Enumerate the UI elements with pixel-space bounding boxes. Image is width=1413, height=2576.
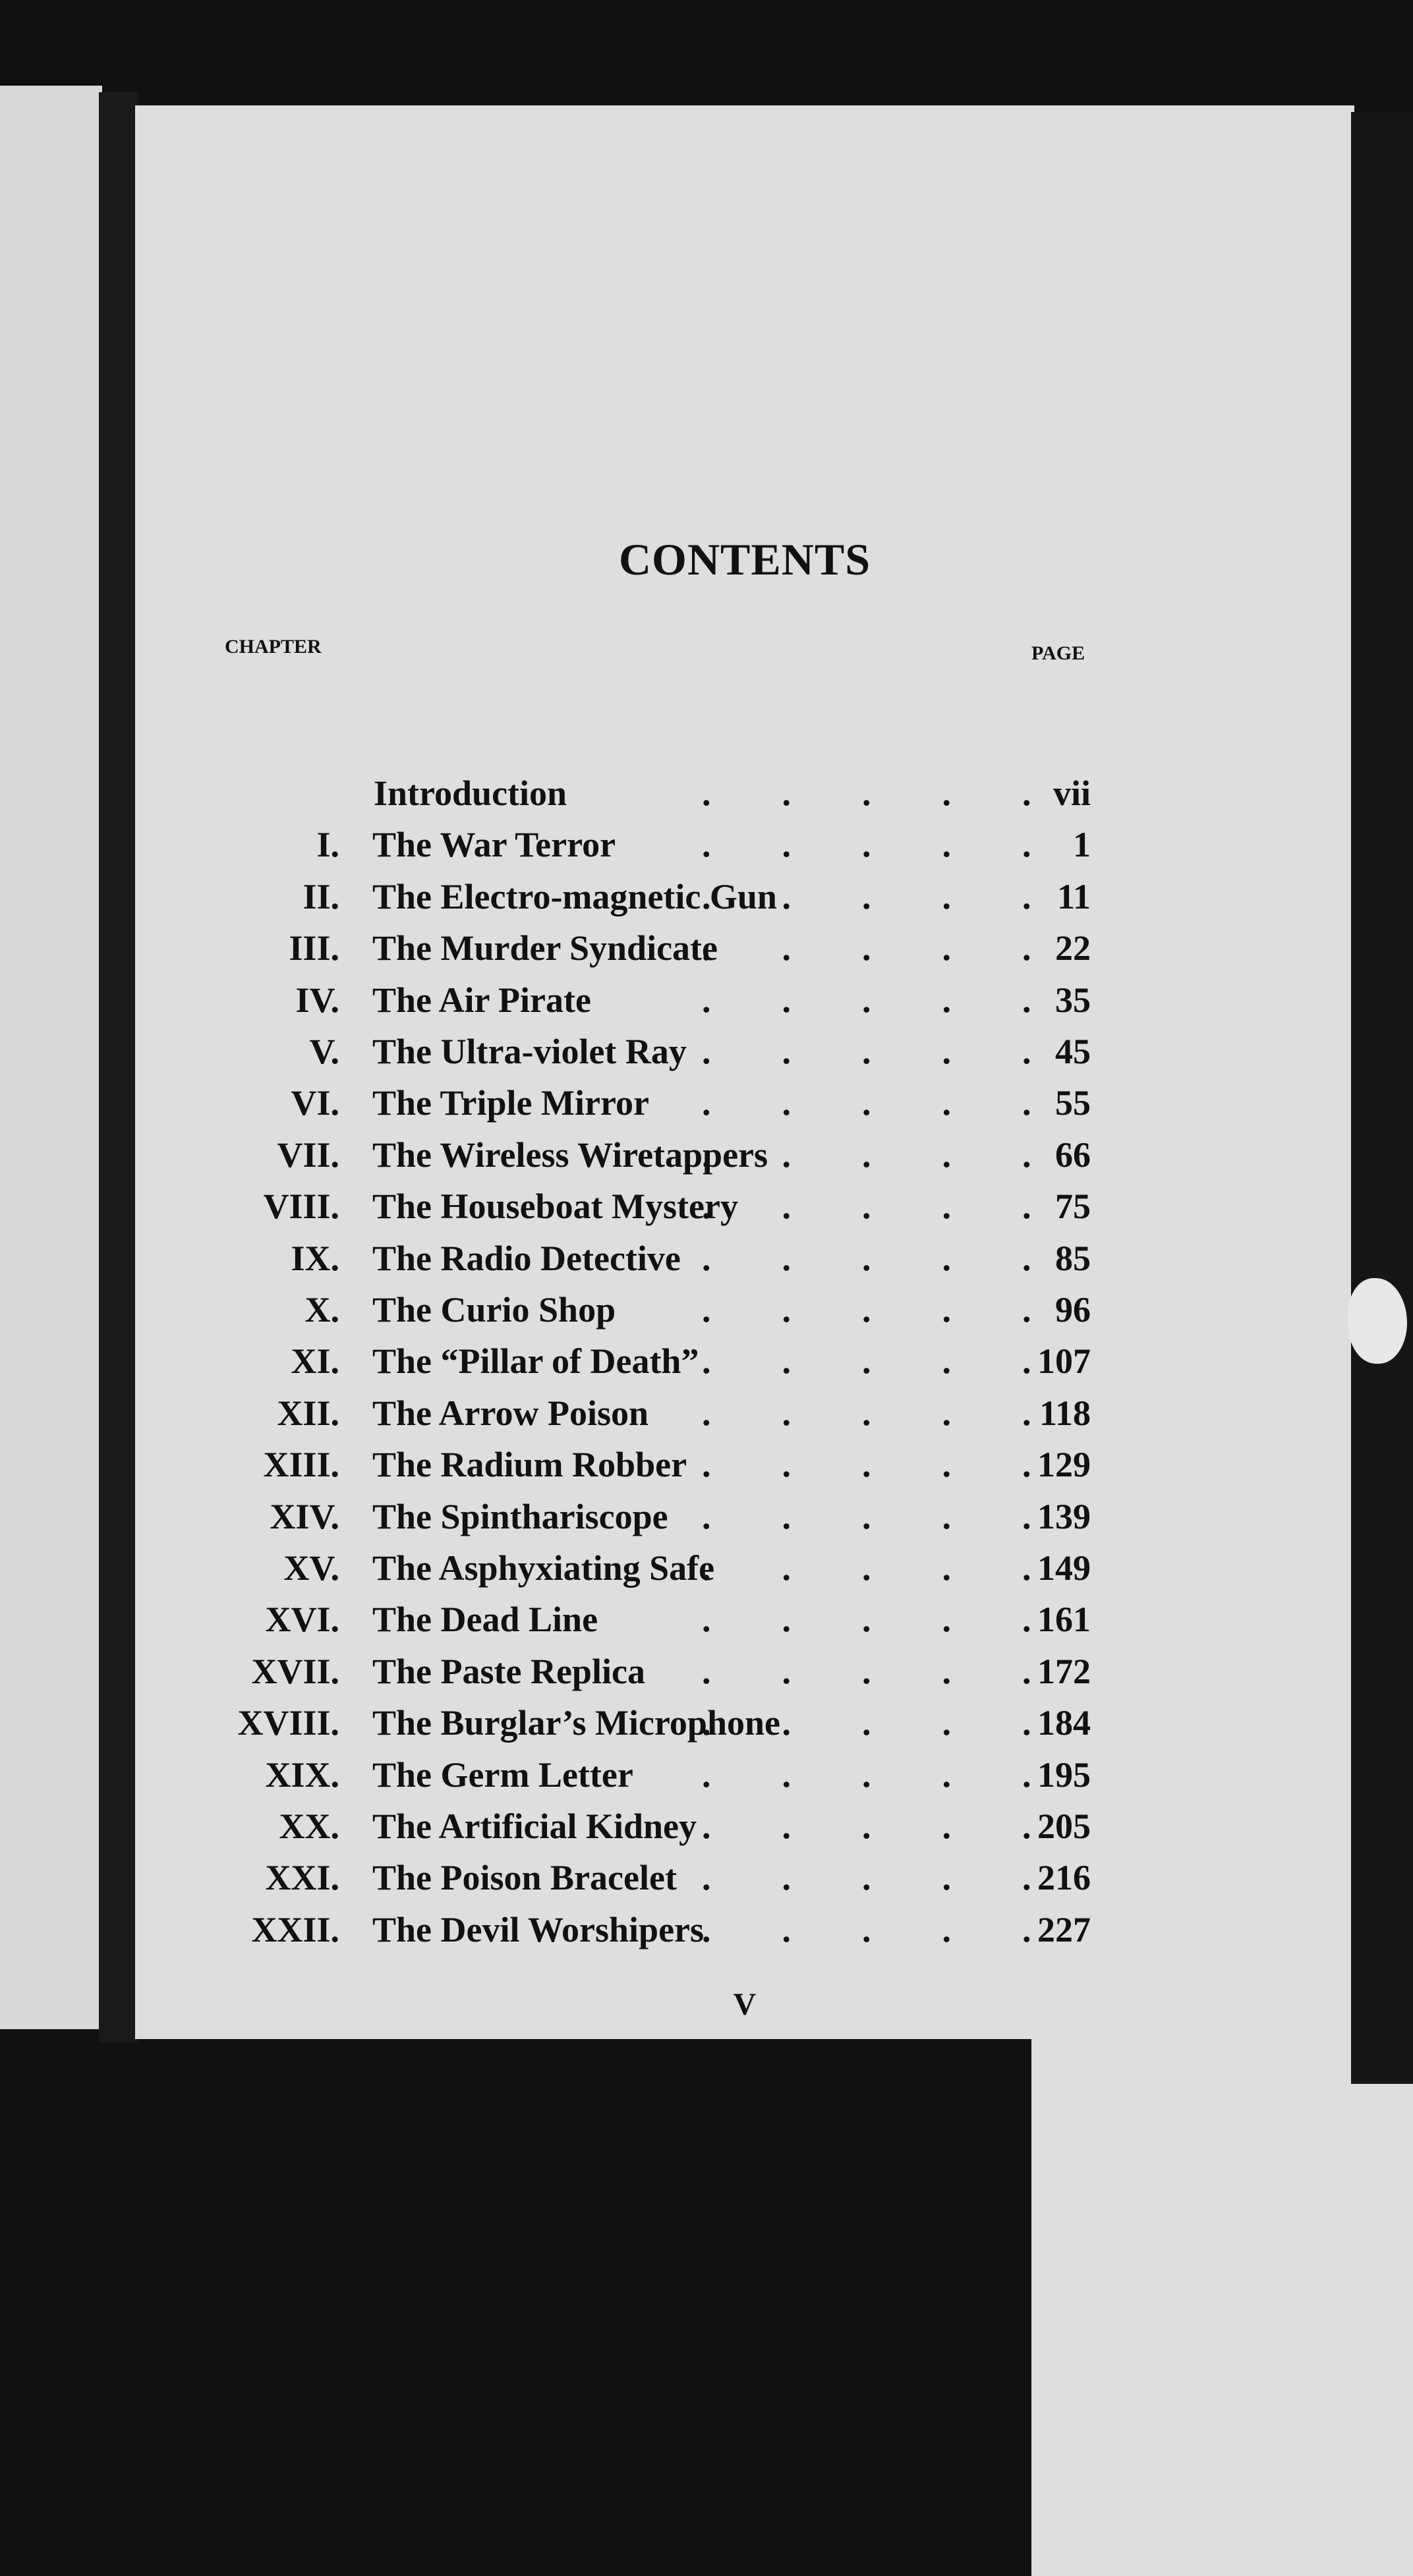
page-number: 227 [1037,1909,1091,1949]
dot-leader: . . . . . [702,1651,1031,1691]
page-number: 149 [1037,1548,1091,1588]
dot-leader: . . . . . [702,1187,1031,1227]
chapter-column-header: CHAPTER [225,636,322,658]
chapter-number: XI. [291,1341,339,1382]
page-number: 129 [1037,1445,1091,1485]
dot-leader: . . . . . [702,773,1031,813]
chapter-title: The Murder Syndicate [372,928,718,968]
chapter-number: IX. [291,1238,339,1278]
page-number: 195 [1037,1754,1091,1795]
contents-entry [135,1806,1354,1857]
chapter-title: The Germ Letter [372,1754,633,1795]
contents-entry [135,1857,1354,1909]
page-number: 205 [1037,1806,1091,1846]
dot-leader: . . . . . [702,1548,1031,1588]
chapter-title: The Radio Detective [372,1238,681,1278]
chapter-title: The War Terror [372,825,616,865]
page-number: 11 [1056,876,1091,916]
chapter-number: XIII. [263,1445,339,1485]
chapter-number: X. [304,1290,339,1330]
chapter-number: I. [316,825,339,865]
page-number: 22 [1055,928,1091,968]
contents-entry [135,1651,1354,1702]
contents-page [135,105,1354,2039]
chapter-number: XII. [277,1393,339,1433]
contents-entry [135,824,1354,876]
dot-leader: . . . . . [702,1290,1031,1330]
contents-entry [135,1909,1354,1961]
page-number: 184 [1037,1703,1091,1743]
chapter-title: The Asphyxiating Safe [372,1548,715,1588]
page-number: 161 [1037,1600,1091,1640]
contents-entry [135,876,1354,928]
chapter-title: The Wireless Wiretappers [372,1134,768,1175]
chapter-title: The Ultra-violet Ray [372,1032,687,1071]
page-number: 45 [1055,1032,1091,1071]
contents-entry [135,980,1354,1031]
dot-leader: . . . . . [702,876,1031,916]
dot-leader: . . . . . [702,1083,1031,1123]
chapter-number: VI. [291,1083,339,1123]
page-number: vii [1053,773,1091,813]
chapter-number: VIII. [263,1187,339,1227]
chapter-number: XVI. [265,1600,339,1640]
chapter-title: The Burglar’s Microphone [372,1703,780,1743]
chapter-title: The Electro-magnetic Gun [372,876,777,916]
dot-leader: . . . . . [702,1858,1031,1898]
chapter-title: The Air Pirate [372,980,591,1020]
chapter-number: XV. [283,1548,339,1588]
chapter-title: The Houseboat Mystery [372,1187,738,1227]
dot-leader: . . . . . [702,1496,1031,1536]
page-number: 118 [1039,1393,1091,1433]
chapter-title: The Poison Bracelet [372,1858,677,1898]
chapter-title: The “Pillar of Death” [372,1341,699,1382]
chapter-number: V. [309,1032,339,1071]
page-edge-shadow [1351,112,1413,2084]
contents-entry [135,1134,1354,1186]
chapter-title: The Artificial Kidney [372,1806,697,1846]
contents-entry [135,1186,1354,1237]
chapter-title: The Dead Line [372,1600,598,1640]
chapter-number: XXI. [265,1858,339,1898]
page-number: 172 [1037,1651,1091,1691]
chapter-number: XIV. [270,1496,339,1536]
dot-leader: . . . . . [702,1754,1031,1795]
contents-entry [135,1754,1354,1806]
page-number: 85 [1055,1238,1091,1278]
chapter-title: The Spinthariscope [372,1496,668,1536]
chapter-number: XVII. [251,1651,339,1691]
page-number: 75 [1055,1187,1091,1227]
page-number: 35 [1055,980,1091,1020]
dot-leader: . . . . . [702,928,1031,968]
dot-leader: . . . . . [702,825,1031,865]
contents-entry [135,1289,1354,1341]
chapter-title: The Triple Mirror [372,1083,649,1123]
dot-leader: . . . . . [702,1806,1031,1846]
page-number: 1 [1073,825,1091,865]
page-number: 55 [1055,1083,1091,1123]
page-number: 139 [1037,1496,1091,1536]
chapter-number: III. [289,928,339,968]
page-number: 96 [1055,1290,1091,1330]
chapter-number: XIX. [265,1754,339,1795]
contents-entry [135,1496,1354,1548]
paper-blemish [1348,1278,1407,1364]
dot-leader: . . . . . [702,980,1031,1020]
contents-entry [135,1341,1354,1392]
chapter-number: XX. [279,1806,339,1846]
dot-leader: . . . . . [702,1134,1031,1175]
dot-leader: . . . . . [702,1032,1031,1071]
page-number: 216 [1037,1858,1091,1898]
page-number: 66 [1055,1134,1091,1175]
page-column-header: PAGE [1031,642,1413,2576]
contents-entry [135,1444,1354,1496]
facing-page-edge [0,86,102,2029]
contents-entry [135,1702,1354,1754]
dot-leader: . . . . . [702,1445,1031,1485]
contents-entry [135,773,1354,824]
chapter-title: The Paste Replica [372,1651,645,1691]
chapter-title: Introduction [374,773,567,813]
binding-shadow [99,92,138,2042]
dot-leader: . . . . . [702,1238,1031,1278]
chapter-title: The Curio Shop [372,1290,616,1330]
dot-leader: . . . . . [702,1703,1031,1743]
contents-entry [135,1082,1354,1134]
chapter-number: IV. [295,980,339,1020]
contents-entry [135,1031,1354,1082]
chapter-title: The Arrow Poison [372,1393,649,1433]
chapter-title: The Radium Robber [372,1445,687,1485]
chapter-number: XVIII. [237,1703,339,1743]
chapter-number: XXII. [251,1909,339,1949]
page-folio: V [733,1987,757,2022]
contents-entry [135,1599,1354,1650]
page-number: 107 [1037,1341,1091,1382]
chapter-number: II. [303,876,339,916]
dot-leader: . . . . . [702,1909,1031,1949]
chapter-title: The Devil Worshipers [372,1909,705,1949]
page-title: CONTENTS [618,534,871,584]
contents-entry [135,1238,1354,1289]
dot-leader: . . . . . [702,1600,1031,1640]
contents-entry [135,1393,1354,1444]
contents-entry [135,928,1354,979]
contents-entry [135,1548,1354,1599]
chapter-number: VII. [277,1134,339,1175]
dot-leader: . . . . . [702,1393,1031,1433]
dot-leader: . . . . . [702,1341,1031,1382]
